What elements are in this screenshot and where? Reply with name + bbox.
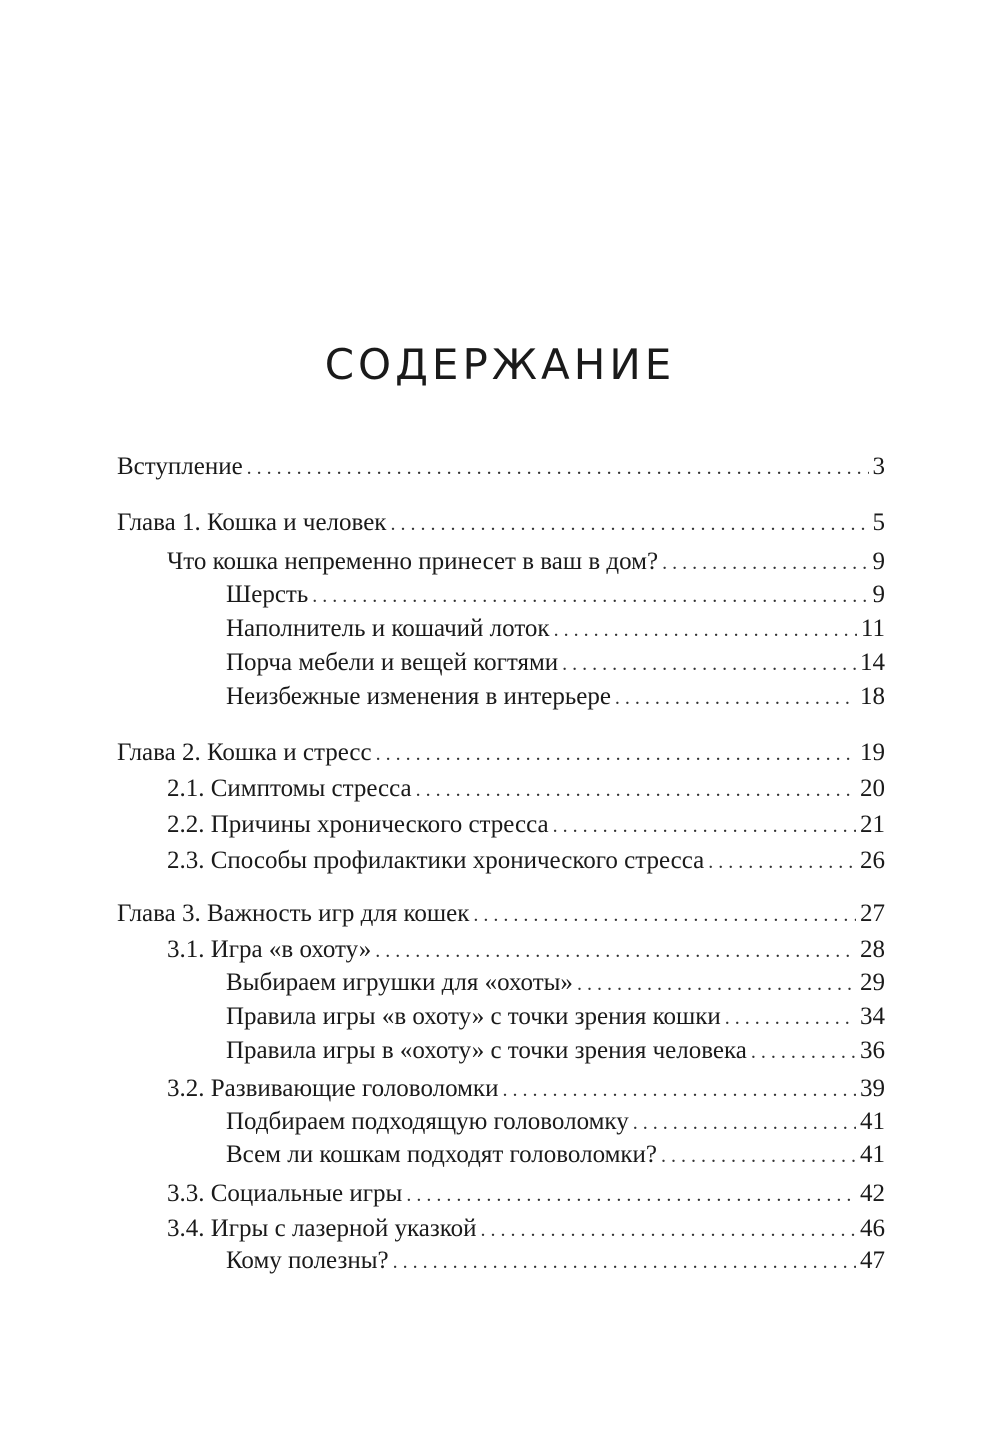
toc-entry-chapter-2[interactable]: [117, 736, 885, 770]
dot-leader: [553, 809, 856, 843]
toc-entry-introduction[interactable]: [117, 450, 885, 484]
toc-entry-page: 11: [860, 615, 885, 642]
dot-leader: [615, 681, 856, 715]
dot-leader: [406, 1178, 856, 1212]
toc-entry-label: 3.4. Игры с лазерной указкой: [167, 1215, 477, 1242]
toc-entry-subsection[interactable]: [226, 1034, 885, 1068]
toc-entry-label: Шерсть: [226, 581, 309, 608]
dot-leader: [751, 1035, 856, 1069]
toc-entry-subsection[interactable]: [226, 1244, 885, 1278]
toc-entry-page: 9: [872, 548, 885, 575]
toc-entry-label: Правила игры в «охоту» с точки зрения человека: [226, 1037, 747, 1064]
toc-entry-page: 14: [860, 649, 885, 676]
toc-entry-label: 2.2. Причины хронического стресса: [167, 811, 549, 838]
dot-leader: [554, 613, 857, 647]
toc-entry-page: 34: [860, 1003, 885, 1030]
toc-entry-label: 2.3. Способы профилактики хронического стресса: [167, 847, 705, 874]
page-title: СОДЕРЖАНИЕ: [324, 340, 676, 389]
toc-entry-page: 39: [860, 1075, 885, 1102]
toc-entry-label: Кому полезны?: [226, 1247, 389, 1274]
dot-leader: [376, 737, 856, 771]
toc-entry-page: 46: [860, 1215, 885, 1242]
toc-entry-label: 2.1. Симптомы стресса: [167, 775, 412, 802]
toc-entry-label: Наполнитель и кошачий лоток: [226, 615, 550, 642]
toc-entry-subsection[interactable]: [226, 966, 885, 1000]
dot-leader: [725, 1001, 856, 1035]
toc-entry-section[interactable]: [167, 772, 885, 806]
toc-entry-page: 21: [860, 811, 885, 838]
toc-entry-label: Неизбежные изменения в интерьере: [226, 683, 611, 710]
toc-entry-section[interactable]: [167, 1177, 885, 1211]
toc-entry-label: Подбираем подходящую головоломку: [226, 1108, 629, 1135]
dot-leader: [247, 451, 869, 485]
toc-entry-label: Выбираем игрушки для «охоты»: [226, 969, 573, 996]
toc-entry-label: Вступление: [117, 453, 243, 480]
dot-leader: [708, 845, 856, 879]
toc-entry-label: Глава 2. Кошка и стресс: [117, 739, 372, 766]
dot-leader: [562, 647, 856, 681]
toc-entry-page: 18: [860, 683, 885, 710]
dot-leader: [390, 507, 868, 541]
toc-entry-page: 41: [860, 1108, 885, 1135]
toc-entry-section[interactable]: [167, 808, 885, 842]
toc-entry-page: 26: [860, 847, 885, 874]
toc-entry-section[interactable]: [167, 1072, 885, 1106]
toc-entry-label: Что кошка непременно принесет в ваш в дом?: [167, 548, 659, 575]
toc-entry-page: 29: [860, 969, 885, 996]
toc-entry-label: 3.1. Игра «в охоту»: [167, 936, 372, 963]
toc-entry-subsection[interactable]: [226, 578, 885, 612]
toc-entry-section[interactable]: [167, 1212, 885, 1246]
dot-leader: [481, 1213, 857, 1247]
dot-leader: [473, 898, 856, 932]
toc-entry-page: 42: [860, 1180, 885, 1207]
toc-entry-section[interactable]: [167, 933, 885, 967]
toc-entry-subsection[interactable]: [226, 1138, 885, 1172]
toc-entry-label: Правила игры «в охоту» с точки зрения кошки: [226, 1003, 721, 1030]
toc-entry-page: 41: [860, 1141, 885, 1168]
toc-entry-label: Всем ли кошкам подходят головоломки?: [226, 1141, 658, 1168]
toc-entry-page: 5: [872, 509, 885, 536]
dot-leader: [393, 1245, 856, 1279]
dot-leader: [502, 1073, 856, 1107]
toc-entry-section[interactable]: [167, 545, 885, 579]
toc-entry-page: 28: [860, 936, 885, 963]
dot-leader: [661, 1139, 856, 1173]
toc-entry-label: Глава 1. Кошка и человек: [117, 509, 387, 536]
toc-entry-subsection[interactable]: [226, 1000, 885, 1034]
toc-entry-label: 3.3. Социальные игры: [167, 1180, 403, 1207]
toc-entry-page: 36: [860, 1037, 885, 1064]
toc-entry-label: 3.2. Развивающие головоломки: [167, 1075, 499, 1102]
toc-entry-page: 9: [872, 581, 885, 608]
dot-leader: [416, 773, 856, 807]
toc-entry-page: 27: [860, 900, 885, 927]
toc-entry-label: Порча мебели и вещей когтями: [226, 649, 559, 676]
dot-leader: [633, 1106, 856, 1140]
toc-entry-subsection[interactable]: [226, 680, 885, 714]
toc-entry-page: 20: [860, 775, 885, 802]
toc-entry-chapter-1[interactable]: [117, 506, 885, 540]
toc-entry-subsection[interactable]: [226, 612, 885, 646]
toc-entry-page: 3: [872, 453, 885, 480]
toc-entry-subsection[interactable]: [226, 646, 885, 680]
dot-leader: [577, 967, 856, 1001]
dot-leader: [312, 579, 868, 613]
toc-entry-page: 19: [860, 739, 885, 766]
toc-entry-chapter-3[interactable]: [117, 897, 885, 931]
toc-entry-label: Глава 3. Важность игр для кошек: [117, 900, 470, 927]
toc-entry-section[interactable]: [167, 844, 885, 878]
toc-entry-subsection[interactable]: [226, 1105, 885, 1139]
toc-entry-page: 47: [860, 1247, 885, 1274]
dot-leader: [662, 546, 868, 580]
dot-leader: [375, 934, 856, 968]
